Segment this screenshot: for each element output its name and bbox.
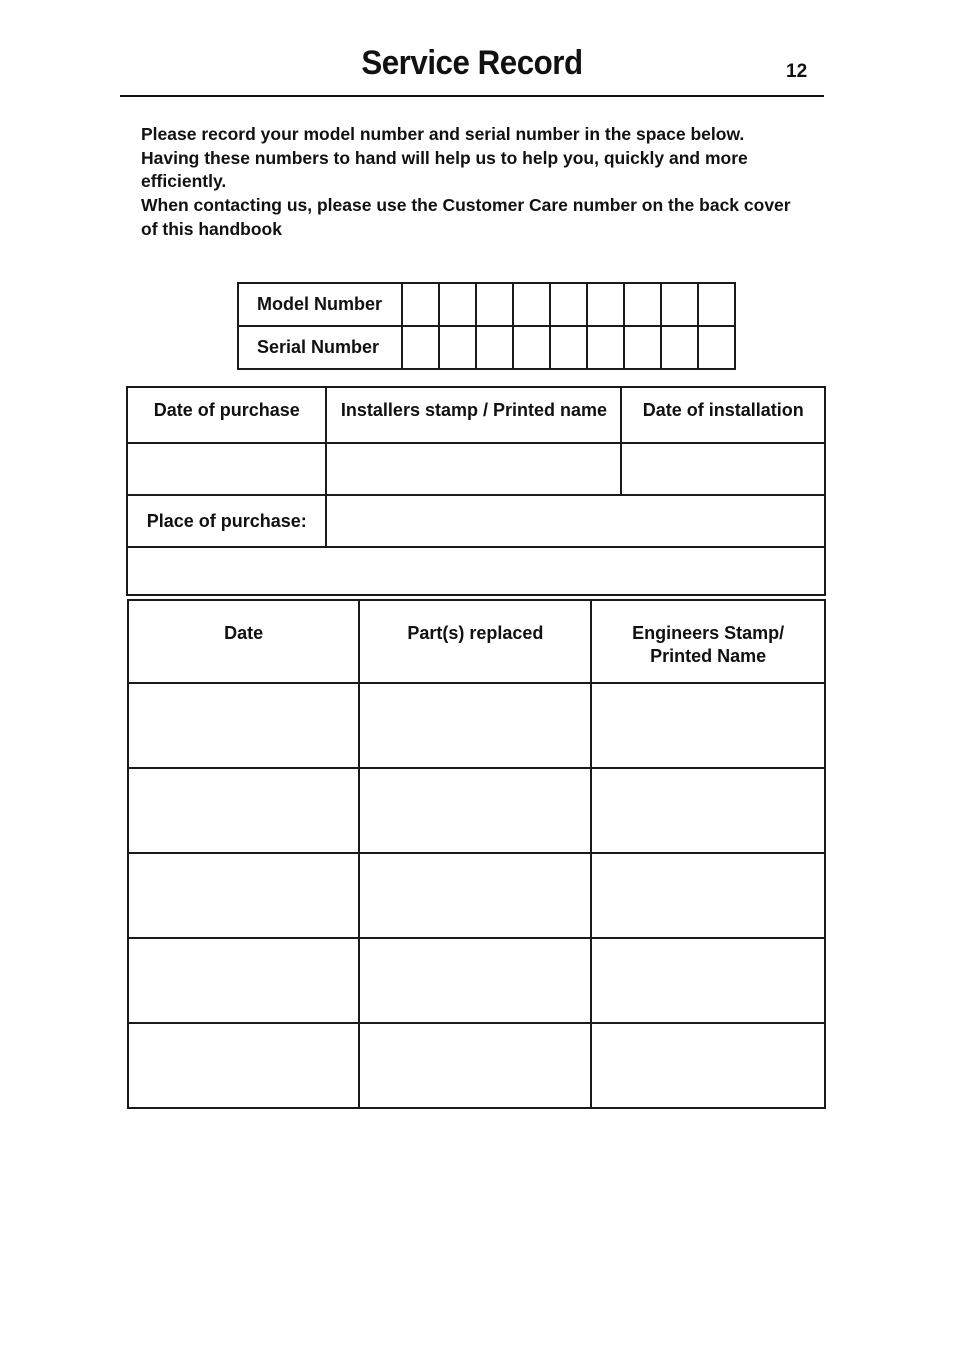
place-of-purchase-field[interactable]: [326, 495, 825, 547]
service-header-row: [128, 600, 825, 683]
service-date-cell[interactable]: [128, 768, 359, 853]
model-number-row: [238, 283, 735, 326]
service-parts-cell[interactable]: [359, 683, 591, 768]
serial-number-box[interactable]: [439, 326, 476, 369]
purchase-entry-row: [127, 443, 825, 495]
service-stamp-cell[interactable]: [591, 938, 825, 1023]
service-parts-cell[interactable]: [359, 1023, 591, 1108]
intro-line: When contacting us, please use the Customer Care number on the back cover of this handbook: [141, 195, 791, 239]
service-entry-row: [128, 938, 825, 1023]
service-stamp-cell[interactable]: [591, 1023, 825, 1108]
service-date-cell[interactable]: [128, 853, 359, 938]
title-divider: [120, 95, 824, 97]
model-number-box[interactable]: [513, 283, 550, 326]
date-of-purchase-header: Date of purchase: [127, 387, 326, 443]
model-number-box[interactable]: [550, 283, 587, 326]
service-date-cell[interactable]: [128, 1023, 359, 1108]
model-number-box[interactable]: [476, 283, 513, 326]
model-number-label: Model Number: [238, 283, 402, 326]
serial-number-label: Serial Number: [238, 326, 402, 369]
serial-number-row: [238, 326, 735, 369]
page-title: Service Record: [361, 44, 583, 82]
model-number-box[interactable]: [439, 283, 476, 326]
serial-number-box[interactable]: [587, 326, 624, 369]
installers-stamp-header: Installers stamp / Printed name: [326, 387, 621, 443]
service-parts-cell[interactable]: [359, 938, 591, 1023]
model-number-box[interactable]: [698, 283, 735, 326]
serial-number-box[interactable]: [402, 326, 439, 369]
service-parts-cell[interactable]: [359, 768, 591, 853]
intro-text: [141, 123, 801, 242]
service-entry-row: [128, 683, 825, 768]
serial-number-box[interactable]: [661, 326, 698, 369]
serial-number-box[interactable]: [513, 326, 550, 369]
date-of-purchase-field[interactable]: [127, 443, 326, 495]
model-number-box[interactable]: [661, 283, 698, 326]
date-of-installation-header: Date of installation: [621, 387, 825, 443]
service-history-table: [127, 599, 826, 1109]
serial-number-box[interactable]: [624, 326, 661, 369]
date-column-header: Date: [128, 600, 359, 683]
place-of-purchase-label: Place of purchase:: [127, 495, 326, 547]
service-parts-cell[interactable]: [359, 853, 591, 938]
service-entry-row: [128, 1023, 825, 1108]
model-number-box[interactable]: [624, 283, 661, 326]
place-of-purchase-row: [127, 495, 825, 547]
serial-number-box[interactable]: [698, 326, 735, 369]
intro-line: Please record your model number and serial number in the space below.: [141, 124, 745, 144]
date-of-installation-field[interactable]: [621, 443, 825, 495]
installers-stamp-field[interactable]: [326, 443, 621, 495]
service-date-cell[interactable]: [128, 683, 359, 768]
model-serial-grid: [237, 282, 736, 370]
purchase-table: [126, 386, 826, 596]
model-number-box[interactable]: [402, 283, 439, 326]
service-entry-row: [128, 768, 825, 853]
service-stamp-cell[interactable]: [591, 853, 825, 938]
engineers-stamp-header-text: Engineers Stamp/ Printed Name: [632, 623, 785, 666]
place-of-purchase-extra-field[interactable]: [127, 547, 825, 595]
service-date-cell[interactable]: [128, 938, 359, 1023]
service-stamp-cell[interactable]: [591, 683, 825, 768]
place-of-purchase-extra-row: [127, 547, 825, 595]
service-entry-row: [128, 853, 825, 938]
service-stamp-cell[interactable]: [591, 768, 825, 853]
model-number-box[interactable]: [587, 283, 624, 326]
purchase-header-row: [127, 387, 825, 443]
intro-line: Having these numbers to hand will help us to help you, quickly and more efficiently.: [141, 147, 748, 192]
parts-replaced-column-header: Part(s) replaced: [359, 600, 591, 683]
engineers-stamp-column-header: [591, 600, 825, 683]
page-number: 12: [786, 61, 808, 82]
serial-number-box[interactable]: [476, 326, 513, 369]
serial-number-box[interactable]: [550, 326, 587, 369]
